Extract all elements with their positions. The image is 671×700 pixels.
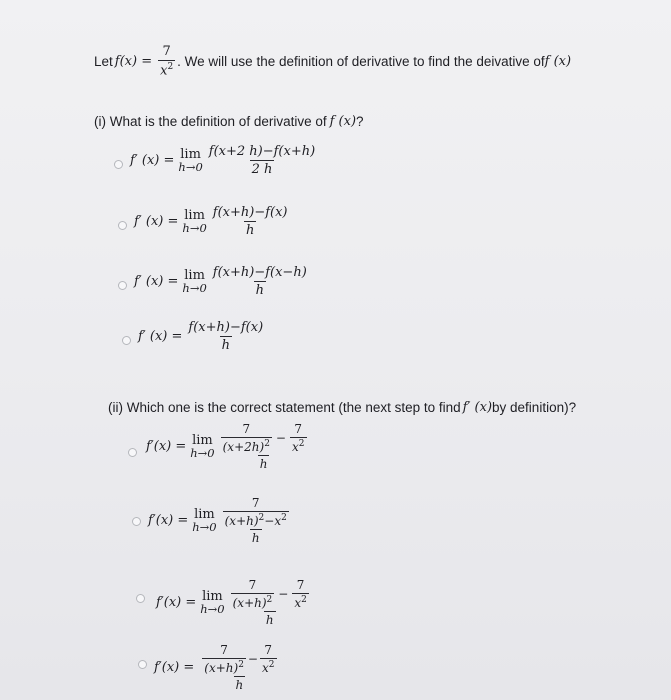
q1-option-1-radio[interactable] [114, 160, 123, 169]
q2-option-2[interactable]: f′(x) = lim h→0 $\frac{\frac{7}{(x+h)^2-x^2}}{h}$ [148, 496, 287, 545]
question-2-label: (ii) Which one is the correct statement (the next step to find f′ (x) by definition)? [108, 400, 577, 415]
q2-option-2-radio[interactable] [132, 517, 141, 526]
intro-fraction [158, 44, 175, 78]
q1-option-4[interactable]: f′ (x) = $\frac{f(x+h)-f(x)}{h}$ [138, 320, 264, 353]
intro-fraction-exp: 2 [167, 62, 174, 72]
intro-f-ref: f (x) [544, 53, 572, 69]
q1-option-2[interactable]: f′ (x) = lim h→0 $\frac{f(x+h)-f(x)}{h}$ [134, 205, 288, 238]
q1-option-2-radio[interactable] [118, 221, 127, 230]
q2-option-4-radio[interactable] [138, 660, 147, 669]
q1-option-1[interactable]: f′ (x) = lim h→0 $\frac{f(x+2 h)-f(x+h)}{2 h}$ [130, 144, 316, 177]
q1-option-3-radio[interactable] [118, 281, 127, 290]
q2-option-3[interactable]: f′(x) = lim h→0 $\frac{7}{(x+h)^2}$ − $\frac{7}{x^2}$ h [156, 578, 307, 627]
intro-fraction-den: x [160, 63, 168, 79]
intro-fraction-num: 7 [162, 44, 171, 59]
question-1-label: (i) What is the definition of derivative of f (x) ? [94, 114, 364, 129]
q1-option-3[interactable]: f′ (x) = lim h→0 $\frac{f(x+h)-f(x-h)}{h}$ [134, 265, 307, 298]
intro-function-lhs: f(x) = [114, 53, 153, 69]
q2-option-1-radio[interactable] [128, 448, 137, 457]
q2-option-1[interactable]: f′(x) = lim h→0 $\frac{7}{(x+2h)^2}$ − $\frac{7}{x^2}$ h [146, 422, 305, 471]
intro-line [94, 44, 571, 78]
intro-prefix: Let [94, 53, 113, 69]
q2-option-4[interactable]: f′(x) = $\frac{7}{(x+h)^2}$ − $\frac{7}{x^2}$ h [154, 643, 275, 692]
intro-statement: . We will use the definition of derivative to find the deivative of [177, 53, 545, 69]
q2-option-3-radio[interactable] [136, 594, 145, 603]
q1-option-4-radio[interactable] [122, 336, 131, 345]
